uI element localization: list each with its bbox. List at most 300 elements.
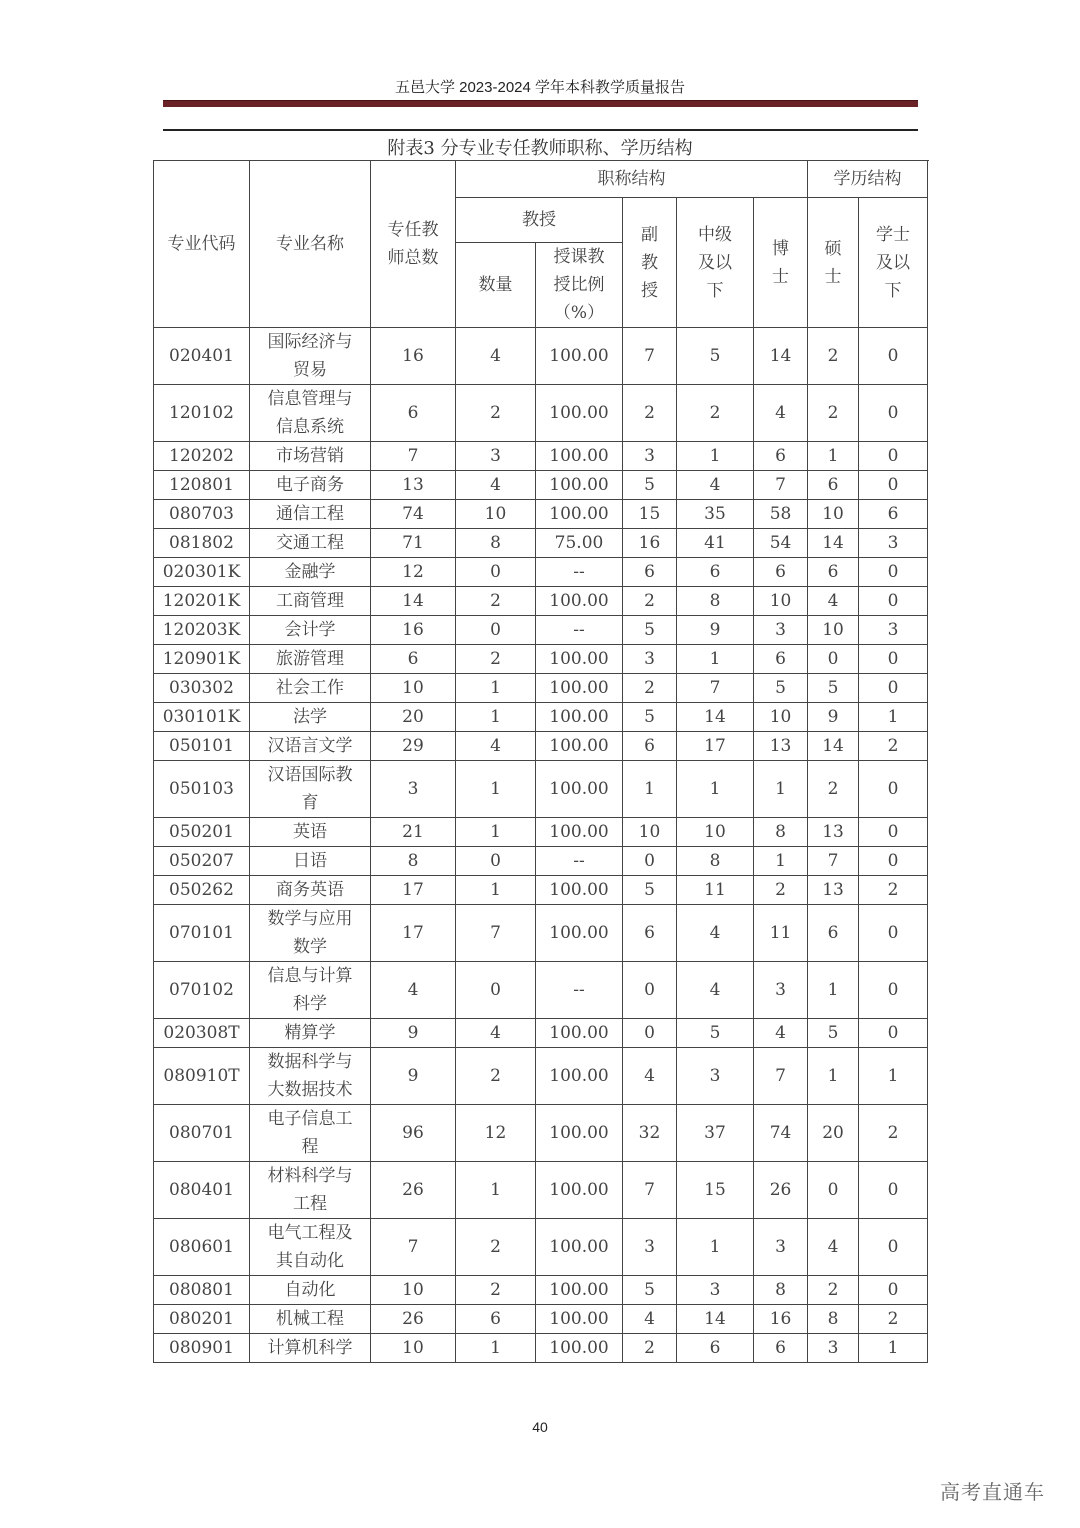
- cell-mid-below: 3: [677, 1048, 754, 1105]
- cell-assoc-prof: 2: [623, 385, 677, 442]
- cell-master: 7: [808, 847, 859, 876]
- cell-master: 20: [808, 1105, 859, 1162]
- cell-total: 9: [371, 1048, 456, 1105]
- cell-bachelor-below: 1: [859, 703, 928, 732]
- cell-name: 交通工程: [250, 529, 371, 558]
- cell-code: 080601: [154, 1219, 250, 1276]
- table-row: [154, 1105, 928, 1162]
- cell-master: 3: [808, 1334, 859, 1363]
- cell-prof-count: 1: [456, 1162, 536, 1219]
- cell-prof-ratio: 100.00: [536, 732, 623, 761]
- cell-bachelor-below: 2: [859, 1305, 928, 1334]
- cell-mid-below: 37: [677, 1105, 754, 1162]
- cell-assoc-prof: 3: [623, 1219, 677, 1276]
- cell-mid-below: 35: [677, 500, 754, 529]
- cell-assoc-prof: 0: [623, 847, 677, 876]
- col-header-total: 专任教师总数: [371, 161, 456, 328]
- cell-master: 1: [808, 442, 859, 471]
- cell-assoc-prof: 5: [623, 703, 677, 732]
- cell-master: 10: [808, 616, 859, 645]
- cell-prof-ratio: --: [536, 616, 623, 645]
- cell-prof-ratio: 100.00: [536, 876, 623, 905]
- cell-bachelor-below: 0: [859, 1019, 928, 1048]
- cell-phd: 14: [754, 328, 808, 385]
- cell-master: 2: [808, 385, 859, 442]
- cell-prof-ratio: 100.00: [536, 905, 623, 962]
- cell-name: 信息与计算科学: [250, 962, 371, 1019]
- col-header-professor: 教授: [456, 198, 623, 243]
- table-row: [154, 674, 928, 703]
- cell-total: 12: [371, 558, 456, 587]
- cell-phd: 6: [754, 558, 808, 587]
- cell-prof-ratio: 100.00: [536, 1048, 623, 1105]
- table-row: [154, 328, 928, 385]
- cell-assoc-prof: 7: [623, 328, 677, 385]
- cell-prof-count: 2: [456, 587, 536, 616]
- cell-prof-count: 1: [456, 876, 536, 905]
- cell-prof-ratio: --: [536, 847, 623, 876]
- cell-total: 74: [371, 500, 456, 529]
- cell-master: 1: [808, 1048, 859, 1105]
- cell-code: 020301K: [154, 558, 250, 587]
- cell-mid-below: 1: [677, 1219, 754, 1276]
- cell-assoc-prof: 16: [623, 529, 677, 558]
- cell-assoc-prof: 6: [623, 905, 677, 962]
- cell-assoc-prof: 15: [623, 500, 677, 529]
- cell-master: 5: [808, 674, 859, 703]
- cell-prof-count: 2: [456, 1276, 536, 1305]
- cell-phd: 74: [754, 1105, 808, 1162]
- cell-total: 9: [371, 1019, 456, 1048]
- cell-prof-count: 0: [456, 616, 536, 645]
- cell-assoc-prof: 5: [623, 616, 677, 645]
- cell-name: 会计学: [250, 616, 371, 645]
- cell-code: 080701: [154, 1105, 250, 1162]
- cell-prof-ratio: --: [536, 558, 623, 587]
- cell-total: 17: [371, 905, 456, 962]
- cell-prof-ratio: 100.00: [536, 1105, 623, 1162]
- cell-name: 数学与应用数学: [250, 905, 371, 962]
- table-row: [154, 847, 928, 876]
- cell-mid-below: 11: [677, 876, 754, 905]
- cell-name: 汉语言文学: [250, 732, 371, 761]
- cell-prof-count: 2: [456, 1219, 536, 1276]
- cell-mid-below: 4: [677, 962, 754, 1019]
- cell-code: 080201: [154, 1305, 250, 1334]
- cell-prof-count: 1: [456, 761, 536, 818]
- cell-bachelor-below: 0: [859, 818, 928, 847]
- cell-assoc-prof: 3: [623, 645, 677, 674]
- cell-code: 050101: [154, 732, 250, 761]
- cell-bachelor-below: 0: [859, 674, 928, 703]
- cell-master: 4: [808, 1219, 859, 1276]
- cell-code: 120801: [154, 471, 250, 500]
- cell-phd: 8: [754, 1276, 808, 1305]
- cell-bachelor-below: 0: [859, 385, 928, 442]
- table-row: [154, 1276, 928, 1305]
- cell-prof-ratio: 75.00: [536, 529, 623, 558]
- cell-total: 26: [371, 1305, 456, 1334]
- cell-code: 030302: [154, 674, 250, 703]
- table-row: [154, 442, 928, 471]
- cell-prof-count: 10: [456, 500, 536, 529]
- col-header-degree-structure: 学历结构: [808, 161, 928, 198]
- cell-total: 29: [371, 732, 456, 761]
- cell-code: 120102: [154, 385, 250, 442]
- cell-assoc-prof: 5: [623, 471, 677, 500]
- cell-bachelor-below: 0: [859, 761, 928, 818]
- cell-assoc-prof: 6: [623, 558, 677, 587]
- cell-prof-ratio: 100.00: [536, 587, 623, 616]
- cell-assoc-prof: 2: [623, 1334, 677, 1363]
- table-body: [154, 328, 928, 1363]
- cell-phd: 7: [754, 1048, 808, 1105]
- cell-code: 020401: [154, 328, 250, 385]
- cell-prof-count: 1: [456, 703, 536, 732]
- cell-code: 120901K: [154, 645, 250, 674]
- cell-total: 21: [371, 818, 456, 847]
- cell-name: 材料科学与工程: [250, 1162, 371, 1219]
- table-row: [154, 385, 928, 442]
- cell-prof-ratio: 100.00: [536, 1162, 623, 1219]
- cell-total: 71: [371, 529, 456, 558]
- cell-prof-count: 4: [456, 471, 536, 500]
- cell-prof-ratio: 100.00: [536, 385, 623, 442]
- cell-phd: 3: [754, 616, 808, 645]
- cell-assoc-prof: 4: [623, 1305, 677, 1334]
- cell-code: 080901: [154, 1334, 250, 1363]
- cell-prof-ratio: 100.00: [536, 1219, 623, 1276]
- cell-bachelor-below: 0: [859, 905, 928, 962]
- cell-name: 电气工程及其自动化: [250, 1219, 371, 1276]
- cell-prof-ratio: 100.00: [536, 761, 623, 818]
- cell-prof-ratio: 100.00: [536, 1019, 623, 1048]
- cell-mid-below: 17: [677, 732, 754, 761]
- cell-name: 法学: [250, 703, 371, 732]
- cell-prof-ratio: 100.00: [536, 645, 623, 674]
- cell-code: 030101K: [154, 703, 250, 732]
- cell-mid-below: 1: [677, 442, 754, 471]
- col-header-assoc-prof: 副教授: [623, 198, 677, 328]
- cell-prof-count: 4: [456, 1019, 536, 1048]
- cell-assoc-prof: 10: [623, 818, 677, 847]
- cell-assoc-prof: 7: [623, 1162, 677, 1219]
- cell-master: 13: [808, 876, 859, 905]
- cell-prof-count: 2: [456, 1048, 536, 1105]
- cell-assoc-prof: 1: [623, 761, 677, 818]
- cell-prof-ratio: 100.00: [536, 674, 623, 703]
- cell-bachelor-below: 1: [859, 1048, 928, 1105]
- cell-prof-count: 6: [456, 1305, 536, 1334]
- cell-mid-below: 14: [677, 1305, 754, 1334]
- cell-prof-ratio: 100.00: [536, 500, 623, 529]
- cell-phd: 3: [754, 962, 808, 1019]
- cell-assoc-prof: 5: [623, 876, 677, 905]
- cell-phd: 6: [754, 645, 808, 674]
- cell-bachelor-below: 0: [859, 1276, 928, 1305]
- cell-total: 10: [371, 674, 456, 703]
- cell-prof-count: 0: [456, 962, 536, 1019]
- cell-code: 050262: [154, 876, 250, 905]
- cell-prof-ratio: 100.00: [536, 471, 623, 500]
- cell-bachelor-below: 0: [859, 847, 928, 876]
- table-row: [154, 905, 928, 962]
- cell-name: 商务英语: [250, 876, 371, 905]
- cell-prof-ratio: 100.00: [536, 703, 623, 732]
- cell-bachelor-below: 0: [859, 587, 928, 616]
- table-row: [154, 818, 928, 847]
- cell-bachelor-below: 0: [859, 962, 928, 1019]
- cell-assoc-prof: 2: [623, 674, 677, 703]
- cell-mid-below: 8: [677, 587, 754, 616]
- cell-master: 6: [808, 905, 859, 962]
- cell-mid-below: 15: [677, 1162, 754, 1219]
- cell-assoc-prof: 32: [623, 1105, 677, 1162]
- cell-mid-below: 8: [677, 847, 754, 876]
- cell-name: 工商管理: [250, 587, 371, 616]
- cell-phd: 10: [754, 703, 808, 732]
- cell-prof-count: 7: [456, 905, 536, 962]
- cell-total: 14: [371, 587, 456, 616]
- cell-mid-below: 2: [677, 385, 754, 442]
- cell-master: 4: [808, 587, 859, 616]
- table-row: [154, 1019, 928, 1048]
- cell-bachelor-below: 2: [859, 876, 928, 905]
- cell-assoc-prof: 0: [623, 1019, 677, 1048]
- cell-bachelor-below: 3: [859, 616, 928, 645]
- cell-name: 旅游管理: [250, 645, 371, 674]
- table-row: [154, 1162, 928, 1219]
- cell-mid-below: 5: [677, 1019, 754, 1048]
- table-row: [154, 962, 928, 1019]
- cell-total: 7: [371, 1219, 456, 1276]
- cell-code: 080703: [154, 500, 250, 529]
- cell-mid-below: 4: [677, 905, 754, 962]
- cell-phd: 6: [754, 1334, 808, 1363]
- cell-prof-count: 1: [456, 818, 536, 847]
- cell-phd: 11: [754, 905, 808, 962]
- cell-mid-below: 1: [677, 645, 754, 674]
- table-row: [154, 703, 928, 732]
- cell-phd: 10: [754, 587, 808, 616]
- cell-mid-below: 14: [677, 703, 754, 732]
- cell-master: 8: [808, 1305, 859, 1334]
- cell-master: 6: [808, 558, 859, 587]
- cell-total: 17: [371, 876, 456, 905]
- col-header-name: 专业名称: [250, 161, 371, 328]
- cell-total: 16: [371, 328, 456, 385]
- cell-code: 050207: [154, 847, 250, 876]
- cell-assoc-prof: 5: [623, 1276, 677, 1305]
- cell-prof-count: 3: [456, 442, 536, 471]
- cell-name: 汉语国际教育: [250, 761, 371, 818]
- table-row: [154, 1334, 928, 1363]
- col-header-code: 专业代码: [154, 161, 250, 328]
- table-row: [154, 1305, 928, 1334]
- cell-master: 0: [808, 645, 859, 674]
- cell-name: 市场营销: [250, 442, 371, 471]
- cell-name: 通信工程: [250, 500, 371, 529]
- cell-master: 1: [808, 962, 859, 1019]
- cell-master: 2: [808, 328, 859, 385]
- cell-bachelor-below: 6: [859, 500, 928, 529]
- cell-phd: 1: [754, 761, 808, 818]
- cell-phd: 2: [754, 876, 808, 905]
- cell-prof-count: 2: [456, 645, 536, 674]
- cell-total: 6: [371, 385, 456, 442]
- cell-prof-count: 4: [456, 328, 536, 385]
- cell-assoc-prof: 0: [623, 962, 677, 1019]
- cell-master: 13: [808, 818, 859, 847]
- cell-master: 0: [808, 1162, 859, 1219]
- cell-mid-below: 3: [677, 1276, 754, 1305]
- cell-bachelor-below: 0: [859, 442, 928, 471]
- table-row: [154, 587, 928, 616]
- col-header-prof-count: 数量: [456, 243, 536, 328]
- cell-prof-ratio: 100.00: [536, 1305, 623, 1334]
- cell-total: 26: [371, 1162, 456, 1219]
- table-row: [154, 558, 928, 587]
- cell-code: 070102: [154, 962, 250, 1019]
- cell-prof-ratio: 100.00: [536, 328, 623, 385]
- cell-phd: 1: [754, 847, 808, 876]
- table-row: [154, 529, 928, 558]
- cell-total: 7: [371, 442, 456, 471]
- cell-mid-below: 6: [677, 558, 754, 587]
- cell-bachelor-below: 0: [859, 645, 928, 674]
- cell-prof-ratio: 100.00: [536, 442, 623, 471]
- cell-name: 电子信息工程: [250, 1105, 371, 1162]
- cell-code: 120203K: [154, 616, 250, 645]
- cell-code: 120201K: [154, 587, 250, 616]
- col-header-phd: 博士: [754, 198, 808, 328]
- cell-bachelor-below: 0: [859, 558, 928, 587]
- cell-bachelor-below: 1: [859, 1334, 928, 1363]
- cell-prof-count: 2: [456, 385, 536, 442]
- cell-master: 9: [808, 703, 859, 732]
- running-header: 五邑大学 2023-2024 学年本科教学质量报告: [394, 79, 686, 96]
- cell-phd: 58: [754, 500, 808, 529]
- table-title: 附表3 分专业专任教师职称、学历结构: [387, 138, 693, 159]
- cell-code: 050201: [154, 818, 250, 847]
- cell-phd: 13: [754, 732, 808, 761]
- cell-mid-below: 4: [677, 471, 754, 500]
- table-row: [154, 500, 928, 529]
- header-rule-thick: [163, 100, 918, 107]
- cell-phd: 16: [754, 1305, 808, 1334]
- cell-name: 计算机科学: [250, 1334, 371, 1363]
- col-header-master: 硕士: [808, 198, 859, 328]
- cell-master: 10: [808, 500, 859, 529]
- cell-name: 英语: [250, 818, 371, 847]
- cell-master: 2: [808, 1276, 859, 1305]
- cell-code: 080801: [154, 1276, 250, 1305]
- cell-mid-below: 5: [677, 328, 754, 385]
- cell-name: 数据科学与大数据技术: [250, 1048, 371, 1105]
- page-number: 40: [532, 1419, 548, 1435]
- cell-bachelor-below: 2: [859, 1105, 928, 1162]
- cell-phd: 4: [754, 385, 808, 442]
- cell-prof-ratio: --: [536, 962, 623, 1019]
- cell-name: 信息管理与信息系统: [250, 385, 371, 442]
- col-header-bachelor-below: 学士及以下: [859, 198, 928, 328]
- col-header-mid-below: 中级及以下: [677, 198, 754, 328]
- cell-total: 3: [371, 761, 456, 818]
- cell-master: 14: [808, 529, 859, 558]
- cell-total: 20: [371, 703, 456, 732]
- faculty-structure-table: [153, 160, 928, 1363]
- cell-name: 日语: [250, 847, 371, 876]
- cell-prof-ratio: 100.00: [536, 1334, 623, 1363]
- cell-mid-below: 9: [677, 616, 754, 645]
- cell-prof-count: 1: [456, 674, 536, 703]
- cell-code: 020308T: [154, 1019, 250, 1048]
- cell-code: 120202: [154, 442, 250, 471]
- cell-prof-ratio: 100.00: [536, 1276, 623, 1305]
- cell-mid-below: 6: [677, 1334, 754, 1363]
- cell-name: 机械工程: [250, 1305, 371, 1334]
- cell-name: 金融学: [250, 558, 371, 587]
- cell-phd: 8: [754, 818, 808, 847]
- table-row: [154, 732, 928, 761]
- cell-phd: 54: [754, 529, 808, 558]
- header-rule-thin: [163, 129, 918, 131]
- cell-phd: 6: [754, 442, 808, 471]
- cell-phd: 4: [754, 1019, 808, 1048]
- cell-mid-below: 1: [677, 761, 754, 818]
- cell-phd: 26: [754, 1162, 808, 1219]
- cell-mid-below: 7: [677, 674, 754, 703]
- cell-assoc-prof: 2: [623, 587, 677, 616]
- cell-prof-count: 12: [456, 1105, 536, 1162]
- cell-name: 电子商务: [250, 471, 371, 500]
- cell-total: 6: [371, 645, 456, 674]
- cell-code: 080401: [154, 1162, 250, 1219]
- col-header-prof-ratio: 授课教授比例（%）: [536, 243, 623, 328]
- table-row: [154, 616, 928, 645]
- cell-master: 6: [808, 471, 859, 500]
- table-row: [154, 1219, 928, 1276]
- cell-total: 10: [371, 1276, 456, 1305]
- cell-name: 精算学: [250, 1019, 371, 1048]
- cell-prof-count: 4: [456, 732, 536, 761]
- col-header-title-structure: 职称结构: [456, 161, 808, 198]
- cell-prof-ratio: 100.00: [536, 818, 623, 847]
- cell-phd: 5: [754, 674, 808, 703]
- cell-phd: 3: [754, 1219, 808, 1276]
- cell-bachelor-below: 2: [859, 732, 928, 761]
- cell-prof-count: 8: [456, 529, 536, 558]
- table-row: [154, 1048, 928, 1105]
- cell-name: 社会工作: [250, 674, 371, 703]
- cell-total: 4: [371, 962, 456, 1019]
- cell-prof-count: 1: [456, 1334, 536, 1363]
- cell-bachelor-below: 0: [859, 471, 928, 500]
- cell-prof-count: 0: [456, 558, 536, 587]
- table-row: [154, 761, 928, 818]
- cell-total: 96: [371, 1105, 456, 1162]
- cell-total: 8: [371, 847, 456, 876]
- cell-bachelor-below: 3: [859, 529, 928, 558]
- cell-mid-below: 10: [677, 818, 754, 847]
- cell-assoc-prof: 4: [623, 1048, 677, 1105]
- table-row: [154, 876, 928, 905]
- cell-prof-count: 0: [456, 847, 536, 876]
- cell-total: 13: [371, 471, 456, 500]
- cell-master: 5: [808, 1019, 859, 1048]
- cell-code: 050103: [154, 761, 250, 818]
- cell-name: 国际经济与贸易: [250, 328, 371, 385]
